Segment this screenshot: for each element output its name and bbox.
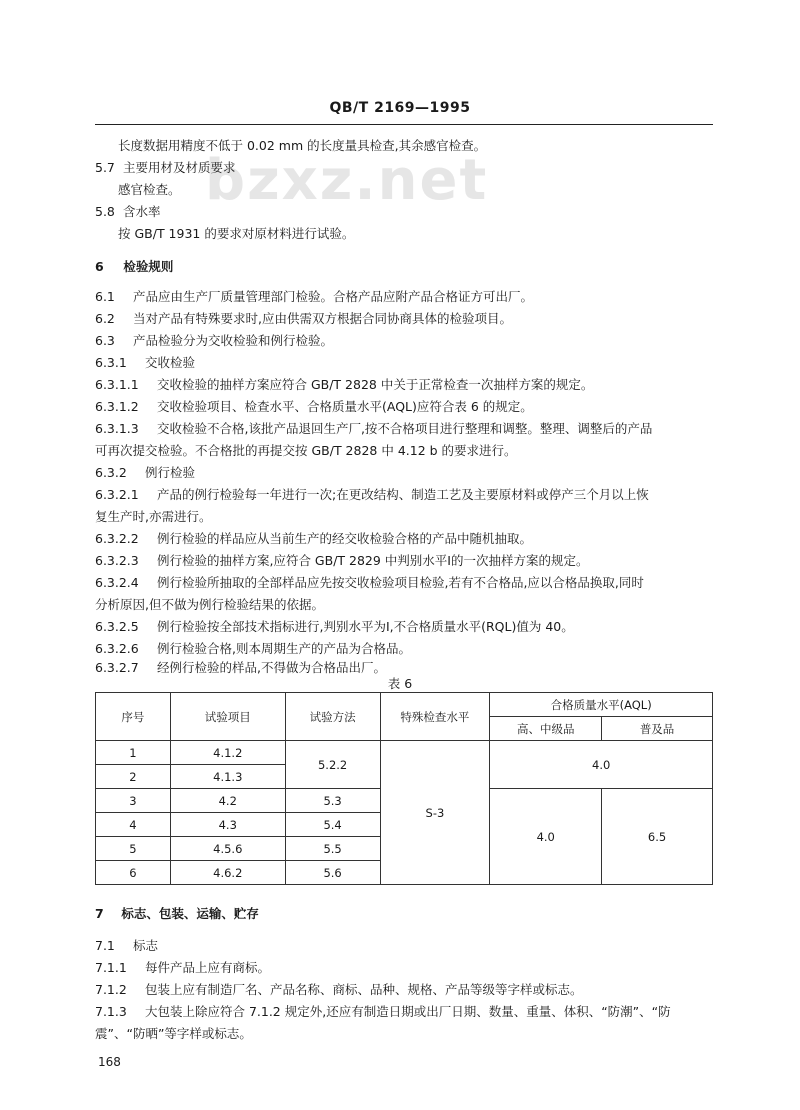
clause-7-1-1	[95, 960, 270, 976]
cell-aql-mid: 4.0	[490, 789, 602, 885]
section-title: 检验规则	[123, 259, 174, 274]
header-item: 试验项目	[170, 693, 285, 741]
table-header-row	[96, 693, 713, 717]
clause-text: 例行检验合格,则本周期生产的产品为合格品。	[156, 641, 411, 656]
cell-special-level: S-3	[380, 741, 490, 885]
line-text: 分析原因,但不做为例行检验结果的依据。	[95, 597, 324, 612]
clause-number: 6.3.2.5	[95, 619, 139, 634]
clause-text: 产品检验分为交收检验和例行检验。	[132, 333, 333, 348]
clause-number: 5.7	[95, 160, 115, 175]
text-line	[95, 509, 211, 525]
clause-text: 交收检验不合格,该批产品退回生产厂,按不合格项目进行整理和调整。整理、调整后的产品	[156, 421, 653, 436]
clause-6-3-1-2	[95, 399, 533, 415]
header-aql-basic: 普及品	[602, 717, 713, 741]
clause-6-3-2-6	[95, 641, 411, 657]
cell-item: 4.1.2	[170, 741, 285, 765]
clause-6-3	[95, 333, 333, 349]
clause-number: 6.3.2.7	[95, 660, 139, 675]
page-number: 168	[98, 1055, 121, 1069]
cell-item: 4.6.2	[170, 861, 285, 885]
text-line	[95, 597, 324, 613]
clause-number: 6.3.1.2	[95, 399, 139, 414]
table-6	[95, 692, 713, 885]
section-number: 7	[95, 906, 104, 921]
clause-6-3-2-3	[95, 553, 589, 569]
clause-number: 6.3.2.2	[95, 531, 139, 546]
clause-text: 例行检验的样品应从当前生产的经交收检验合格的产品中随机抽取。	[156, 531, 532, 546]
line-text: 复生产时,亦需进行。	[95, 509, 212, 524]
text-line	[95, 443, 517, 459]
section-7-heading	[95, 906, 259, 922]
clause-text: 例行检验所抽取的全部样品应先按交收检验项目检验,若有不合格品,应以合格品换取,同时	[156, 575, 644, 590]
clause-number: 7.1.3	[95, 1004, 127, 1019]
clause-text: 交收检验项目、检查水平、合格质量水平(AQL)应符合表 6 的规定。	[156, 399, 533, 414]
table-caption: 表 6	[387, 676, 413, 691]
cell-method: 5.4	[285, 813, 380, 837]
line-text: 感官检查。	[118, 182, 181, 197]
text-line	[95, 1026, 252, 1042]
cell-seq: 4	[96, 813, 171, 837]
clause-number: 6.3.2.3	[95, 553, 139, 568]
cell-seq: 2	[96, 765, 171, 789]
clause-6-1	[95, 289, 533, 305]
clause-number: 6.3	[95, 333, 115, 348]
text-line	[118, 226, 354, 242]
clause-6-3-1-3	[95, 421, 652, 437]
line-text: 可再次提交检验。不合格批的再提交按 GB/T 2828 中 4.12 b 的要求进行。	[95, 443, 517, 458]
clause-7-1-2	[95, 982, 583, 998]
clause-5-8	[95, 204, 161, 220]
clause-6-3-2-4	[95, 575, 644, 591]
clause-text: 例行检验按全部技术指标进行,判别水平为Ⅰ,不合格质量水平(RQL)值为 40。	[156, 619, 574, 634]
line-text: 震”、“防晒”等字样或标志。	[95, 1026, 252, 1041]
cell-seq: 5	[96, 837, 171, 861]
cell-item: 4.1.3	[170, 765, 285, 789]
clause-number: 5.8	[95, 204, 115, 219]
clause-number: 7.1.2	[95, 982, 127, 997]
clause-number: 6.2	[95, 311, 115, 326]
clause-number: 6.3.1.3	[95, 421, 139, 436]
standard-header: QB/T 2169—1995	[329, 100, 471, 116]
header-aql: 合格质量水平(AQL)	[490, 693, 713, 717]
clause-title: 含水率	[122, 204, 161, 219]
clause-text: 当对产品有特殊要求时,应由供需双方根据合同协商具体的检验项目。	[132, 311, 512, 326]
cell-seq: 3	[96, 789, 171, 813]
clause-number: 6.3.2.1	[95, 487, 139, 502]
header-rule	[95, 124, 713, 125]
clause-6-3-2-5	[95, 619, 574, 635]
header-seq: 序号	[96, 693, 171, 741]
clause-text: 交收检验	[144, 355, 195, 370]
cell-aql-basic: 6.5	[602, 789, 713, 885]
line-text: 按 GB/T 1931 的要求对原材料进行试验。	[118, 226, 355, 241]
cell-method: 5.6	[285, 861, 380, 885]
clause-text: 标志	[132, 938, 158, 953]
clause-number: 6.3.2	[95, 465, 127, 480]
section-number: 6	[95, 259, 104, 274]
header-level: 特殊检查水平	[380, 693, 490, 741]
cell-method-merged: 5.2.2	[285, 741, 380, 789]
section-title: 标志、包装、运输、贮存	[121, 906, 259, 921]
cell-item: 4.5.6	[170, 837, 285, 861]
clause-text: 包装上应有制造厂名、产品名称、商标、品种、规格、产品等级等字样或标志。	[144, 982, 583, 997]
clause-text: 例行检验	[144, 465, 195, 480]
line-text: 长度数据用精度不低于 0.02 mm 的长度量具检查,其余感官检查。	[118, 138, 487, 153]
clause-5-7	[95, 160, 236, 176]
clause-7-1-3	[95, 1004, 671, 1020]
clause-text: 例行检验的抽样方案,应符合 GB/T 2829 中判别水平Ⅰ的一次抽样方案的规定。	[156, 553, 589, 568]
cell-aql-rows-1-2: 4.0	[490, 741, 713, 789]
clause-number: 7.1.1	[95, 960, 127, 975]
cell-seq: 6	[96, 861, 171, 885]
clause-number: 6.3.1	[95, 355, 127, 370]
clause-number: 6.3.2.6	[95, 641, 139, 656]
clause-number: 6.3.1.1	[95, 377, 139, 392]
watermark: bzxz.net	[205, 148, 489, 213]
clause-number: 6.1	[95, 289, 115, 304]
cell-method: 5.5	[285, 837, 380, 861]
clause-6-3-2-2	[95, 531, 532, 547]
header-method: 试验方法	[285, 693, 380, 741]
clause-title: 主要用材及材质要求	[122, 160, 236, 175]
table-row	[96, 741, 713, 765]
clause-6-3-1	[95, 355, 195, 371]
clause-6-3-2	[95, 465, 195, 481]
clause-number: 7.1	[95, 938, 115, 953]
text-line	[118, 138, 486, 154]
clause-text: 经例行检验的样品,不得做为合格品出厂。	[156, 660, 386, 675]
clause-text: 产品应由生产厂质量管理部门检验。合格产品应附产品合格证方可出厂。	[132, 289, 533, 304]
clause-text: 大包装上除应符合 7.1.2 规定外,还应有制造日期或出厂日期、数量、重量、体积、“防潮”、“防	[144, 1004, 671, 1019]
clause-number: 6.3.2.4	[95, 575, 139, 590]
text-line	[118, 182, 181, 198]
section-6-heading	[95, 259, 173, 275]
clause-6-3-2-1	[95, 487, 649, 503]
clause-text: 交收检验的抽样方案应符合 GB/T 2828 中关于正常检查一次抽样方案的规定。	[156, 377, 594, 392]
clause-text: 产品的例行检验每一年进行一次;在更改结构、制造工艺及主要原材料或停产三个月以上恢	[156, 487, 649, 502]
clause-6-3-1-1	[95, 377, 593, 393]
cell-method: 5.3	[285, 789, 380, 813]
cell-seq: 1	[96, 741, 171, 765]
clause-6-2	[95, 311, 512, 327]
header-aql-mid: 高、中级品	[490, 717, 602, 741]
cell-item: 4.2	[170, 789, 285, 813]
clause-7-1	[95, 938, 158, 954]
cell-item: 4.3	[170, 813, 285, 837]
clause-text: 每件产品上应有商标。	[144, 960, 270, 975]
